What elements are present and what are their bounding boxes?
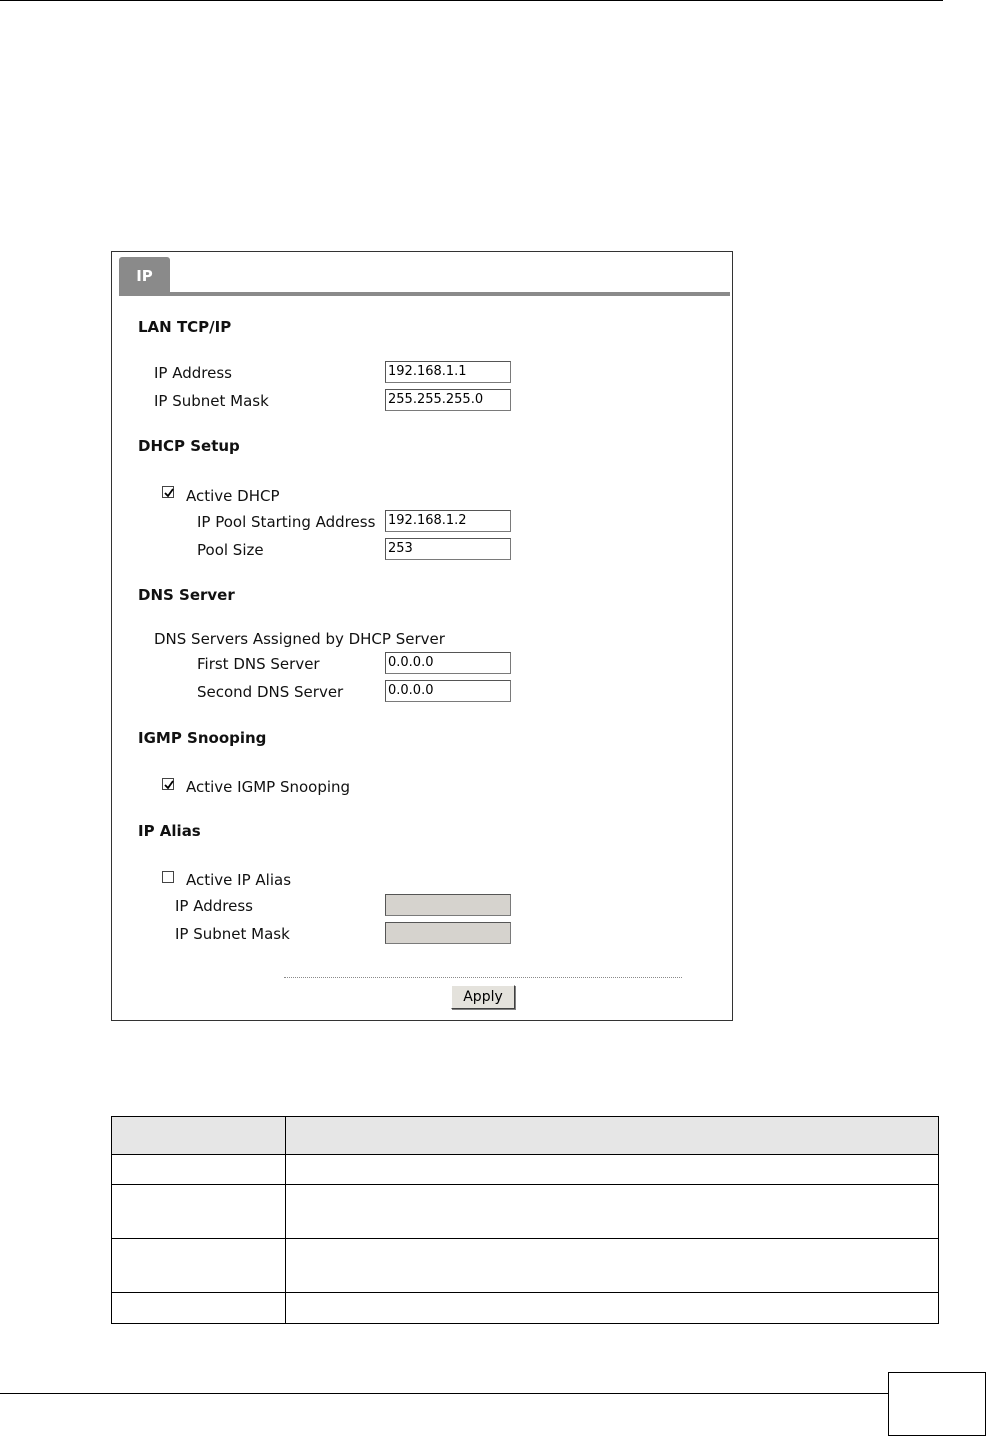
alias-subnet-mask-label: IP Subnet Mask — [175, 925, 290, 943]
table-cell — [112, 1293, 286, 1324]
active-ip-alias-checkbox[interactable] — [162, 871, 174, 883]
table-cell — [286, 1293, 939, 1324]
table-cell — [112, 1239, 286, 1293]
checkmark-icon — [163, 487, 175, 499]
pool-size-label: Pool Size — [197, 541, 264, 559]
alias-ip-address-field[interactable] — [385, 894, 511, 916]
table-cell — [286, 1155, 939, 1185]
footer-rule — [0, 1393, 889, 1394]
table-header-cell — [112, 1117, 286, 1155]
active-igmp-checkbox[interactable] — [162, 778, 174, 790]
dns-server-title: DNS Server — [138, 586, 235, 604]
checkmark-icon — [163, 779, 175, 791]
apply-divider — [284, 977, 682, 978]
apply-button[interactable]: Apply — [451, 985, 515, 1009]
table-cell — [112, 1185, 286, 1239]
dns-assigned-label: DNS Servers Assigned by DHCP Server — [154, 630, 445, 648]
first-dns-field[interactable]: 0.0.0.0 — [385, 652, 511, 674]
second-dns-label: Second DNS Server — [197, 683, 344, 701]
second-dns-field[interactable]: 0.0.0.0 — [385, 680, 511, 702]
lan-ip-address-field[interactable]: 192.168.1.1 — [385, 361, 511, 383]
pool-start-label: IP Pool Starting Address — [197, 513, 376, 531]
first-dns-label: First DNS Server — [197, 655, 320, 673]
active-igmp-label: Active IGMP Snooping — [186, 778, 351, 796]
ip-alias-title: IP Alias — [138, 822, 201, 840]
dhcp-setup-title: DHCP Setup — [138, 437, 240, 455]
header-rule — [0, 0, 943, 1]
page-number-box — [888, 1372, 986, 1436]
alias-subnet-mask-field[interactable] — [385, 922, 511, 944]
table-cell — [286, 1239, 939, 1293]
active-ip-alias-label: Active IP Alias — [186, 871, 292, 889]
field-description-table — [111, 1116, 939, 1324]
alias-ip-address-label: IP Address — [175, 897, 253, 915]
lan-subnet-mask-field[interactable]: 255.255.255.0 — [385, 389, 511, 411]
table-cell — [286, 1185, 939, 1239]
ip-settings-screenshot — [111, 251, 733, 1021]
lan-ip-address-label: IP Address — [154, 364, 232, 382]
table-row — [112, 1239, 939, 1293]
table-row — [112, 1155, 939, 1185]
table-header-row — [112, 1117, 939, 1155]
tab-ip[interactable]: IP — [119, 257, 170, 295]
igmp-snooping-title: IGMP Snooping — [138, 729, 267, 747]
table-row — [112, 1293, 939, 1324]
lan-subnet-mask-label: IP Subnet Mask — [154, 392, 269, 410]
table-header-cell — [286, 1117, 939, 1155]
tab-underline — [119, 292, 730, 296]
active-dhcp-checkbox[interactable] — [162, 486, 174, 498]
lan-tcpip-title: LAN TCP/IP — [138, 318, 232, 336]
pool-size-field[interactable]: 253 — [385, 538, 511, 560]
table-cell — [112, 1155, 286, 1185]
active-dhcp-label: Active DHCP — [186, 487, 280, 505]
pool-start-field[interactable]: 192.168.1.2 — [385, 510, 511, 532]
table-row — [112, 1185, 939, 1239]
